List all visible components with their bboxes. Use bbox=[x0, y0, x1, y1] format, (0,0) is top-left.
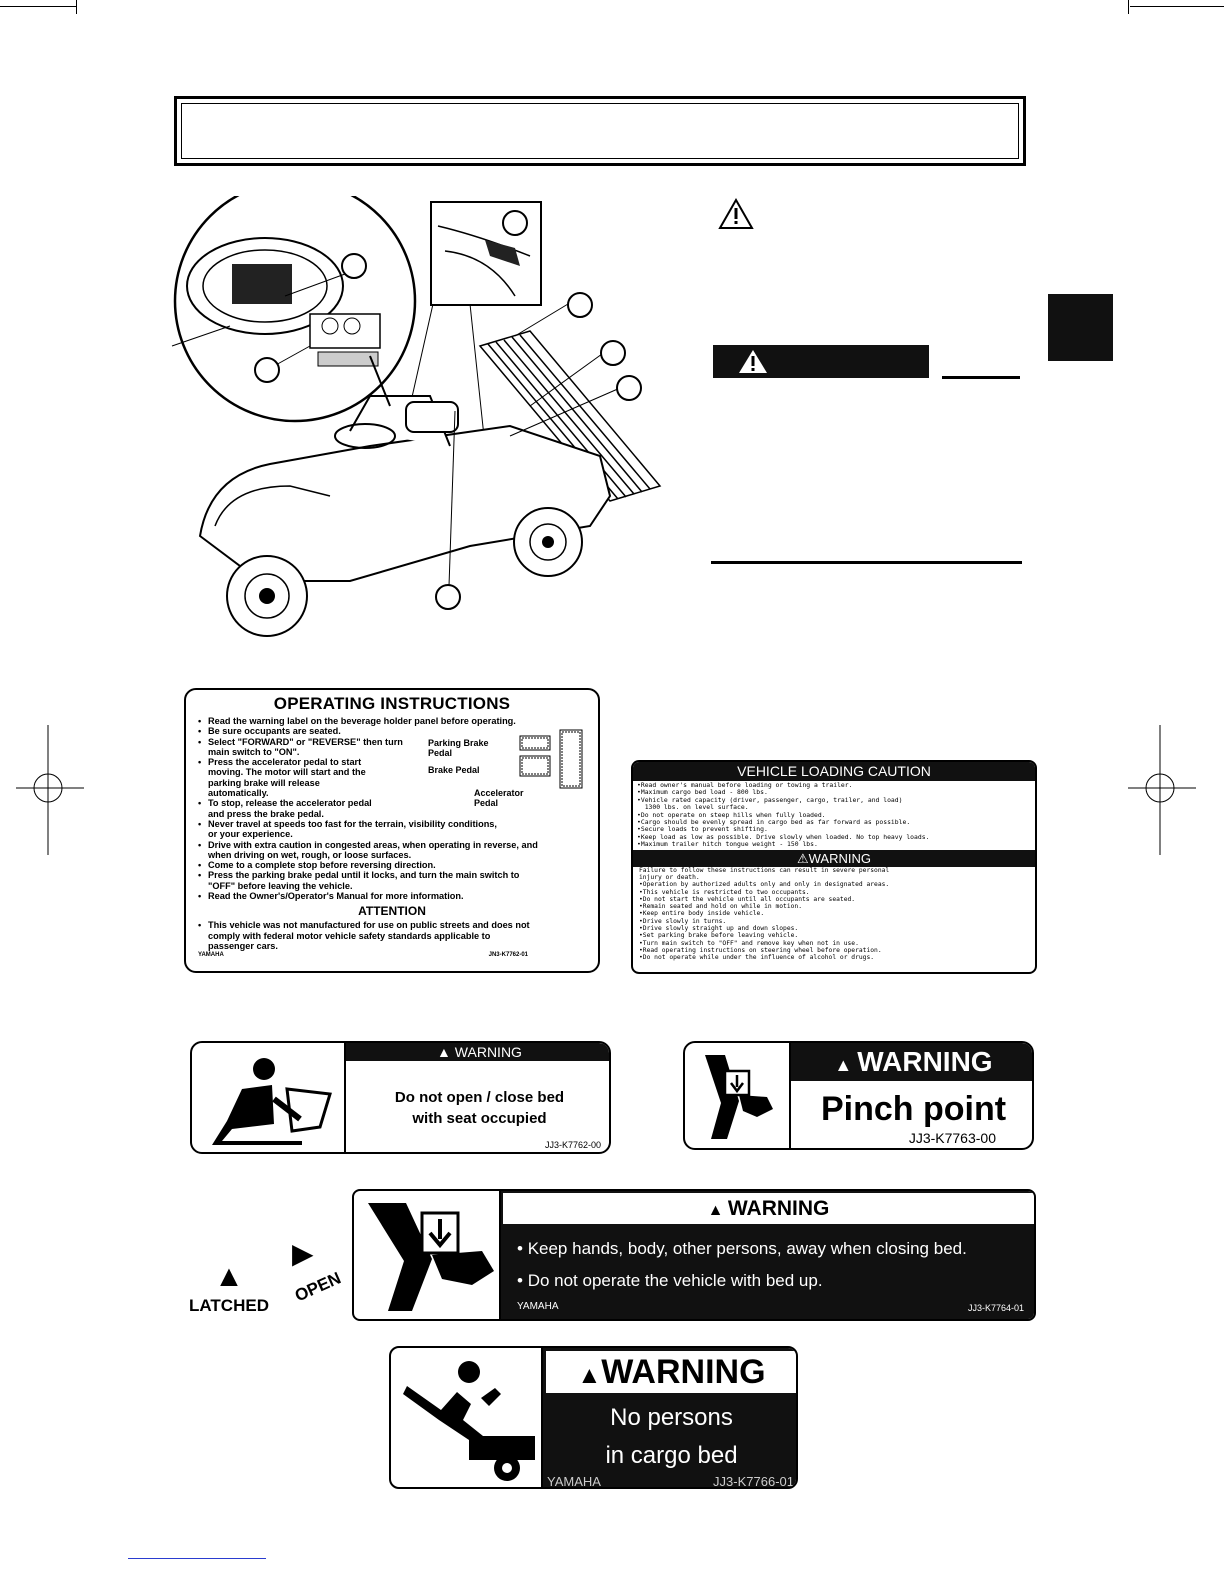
list-item: • Read the Owner's/Operator's Manual for more information. bbox=[198, 891, 586, 901]
warning-item-text: Keep hands, body, other persons, away when closing bed. bbox=[527, 1239, 967, 1258]
warning-icon bbox=[735, 345, 775, 378]
list-item: • Come to a complete stop before reversing direction. bbox=[198, 860, 586, 870]
warning-header bbox=[503, 1193, 1034, 1224]
list-item: •Maximum cargo bed load - 800 lbs. bbox=[637, 788, 768, 797]
person-bed-pictogram bbox=[202, 1049, 332, 1149]
part-number: JJ3-K7766-01 bbox=[713, 1474, 794, 1489]
warning-header bbox=[546, 1351, 797, 1393]
warning-item-text: Do not operate the vehicle with bed up. bbox=[527, 1271, 823, 1290]
brand: YAMAHA bbox=[198, 952, 224, 959]
list-item: •Set parking brake before leaving vehicle. bbox=[639, 932, 799, 940]
open-label: OPEN bbox=[292, 1268, 344, 1306]
latched-label: LATCHED bbox=[189, 1296, 269, 1315]
warning-text-line: No persons bbox=[610, 1404, 733, 1431]
latched-marker bbox=[184, 1262, 274, 1316]
part-number: JJ3-K7762-00 bbox=[544, 1140, 601, 1150]
list-item: •Maximum trailer hitch tongue weight - 150 lbs. bbox=[637, 840, 818, 849]
brand: YAMAHA bbox=[547, 1474, 601, 1489]
warning-text bbox=[346, 1087, 611, 1129]
falling-person-pictogram bbox=[399, 1358, 539, 1483]
warning-banner bbox=[713, 345, 929, 378]
part-number: JN3-K7762-01 bbox=[488, 952, 528, 959]
operating-instructions-title: OPERATING INSTRUCTIONS bbox=[273, 694, 511, 713]
pedal-diagram bbox=[496, 728, 586, 792]
list-item: • Be sure occupants are seated. bbox=[198, 726, 586, 736]
list-item: •Drive slowly in turns. bbox=[639, 917, 727, 925]
list-item: •Read owner's manual before loading or towing a trailer. bbox=[637, 781, 853, 789]
crop-mark bbox=[76, 0, 77, 14]
caution-icon bbox=[718, 198, 754, 230]
crop-mark bbox=[1128, 0, 1129, 14]
list-item: •Keep entire body inside vehicle. bbox=[639, 910, 765, 918]
list-item: •Do not operate while under the influence of alcohol or drugs. bbox=[639, 954, 875, 962]
part-number: JJ3-K7763-00 bbox=[908, 1130, 996, 1146]
crop-mark bbox=[128, 1558, 266, 1559]
list-item: •Turn main switch to "OFF" and remove key when not in use. bbox=[639, 939, 859, 947]
warning-heading: WARNING bbox=[601, 1353, 766, 1391]
callout-4 bbox=[567, 292, 593, 318]
list-item: • Drive with extra caution in congested areas, when operating in reverse, and when driving on wet, rough, or loose surfaces. bbox=[198, 840, 538, 861]
vehicle-illustration bbox=[170, 196, 670, 646]
warning-text: Pinch point bbox=[820, 1090, 1007, 1128]
pedal-label-accelerator: Accelerator Pedal bbox=[474, 788, 524, 808]
list-item: •Cargo should be evenly spread in cargo bed as far forward as possible. bbox=[637, 818, 911, 827]
list-item: •Do not operate on steep hills when fully loaded. bbox=[637, 810, 826, 819]
rule bbox=[711, 561, 1022, 564]
callout-3 bbox=[254, 357, 280, 383]
part-number: JJ3-K7764-01 bbox=[967, 1303, 1024, 1313]
triangle-up-icon: ▲ bbox=[214, 1260, 244, 1293]
callout-5 bbox=[600, 340, 626, 366]
warning-text-line: with seat occupied bbox=[412, 1110, 547, 1127]
warning-icon: ▲ bbox=[834, 1055, 858, 1075]
vehicle-loading-warning-heading: ⚠WARNING bbox=[633, 850, 1035, 867]
warning-text-line: Do not open / close bed bbox=[394, 1089, 565, 1106]
list-item: • Read the warning label on the beverage holder panel before operating. bbox=[198, 716, 586, 726]
section-tab bbox=[1048, 294, 1113, 361]
keep-hands-warning-label bbox=[352, 1189, 1036, 1321]
warning-heading: WARNING bbox=[454, 1044, 522, 1060]
page-title-frame bbox=[174, 96, 1026, 166]
warning-panel bbox=[501, 1191, 1036, 1321]
warning-icon: ▲ bbox=[437, 1044, 455, 1060]
list-item: •Keep load as low as possible. Drive slowly when loaded. No top heavy loads. bbox=[637, 832, 930, 841]
list-item: •Operation by authorized adults only and only in designated areas. bbox=[639, 881, 890, 889]
operating-instructions-label bbox=[184, 688, 600, 973]
registration-mark-left bbox=[14, 725, 84, 855]
crop-mark bbox=[0, 6, 76, 7]
callout-1 bbox=[502, 210, 528, 236]
list-item: •This vehicle is restricted to two occupants. bbox=[639, 888, 810, 896]
attention-text: • This vehicle was not manufactured for use on public streets and does not comply with federal motor vehicle safety standards applicable to passenger cars. bbox=[198, 920, 538, 951]
pedal-label-brake: Brake Pedal bbox=[428, 765, 480, 775]
list-item: •Read operating instructions on steering wheel before operation. bbox=[639, 946, 882, 954]
pedal-label-parking: Parking Brake Pedal bbox=[428, 738, 489, 758]
list-item: •Remain seated and hold on while in motion. bbox=[639, 903, 803, 911]
list-item: • Select "FORWARD" or "REVERSE" then turn main switch to "ON". bbox=[198, 737, 403, 758]
warning-item: • Do not operate the vehicle with bed up. bbox=[517, 1271, 823, 1290]
pinch-hand-pictogram bbox=[697, 1051, 777, 1143]
callout-7 bbox=[435, 584, 461, 610]
warning-item: • Keep hands, body, other persons, away when closing bed. bbox=[517, 1239, 967, 1258]
rule bbox=[942, 376, 1020, 379]
list-item: injury or death. bbox=[639, 873, 700, 881]
list-item: •Drive slowly straight up and down slopes. bbox=[639, 925, 799, 933]
pinch-hand-pictogram bbox=[362, 1199, 497, 1314]
warning-header bbox=[791, 1043, 1034, 1081]
callout-6 bbox=[616, 375, 642, 401]
brand: YAMAHA bbox=[517, 1301, 559, 1312]
pinch-point-warning-label bbox=[683, 1041, 1034, 1150]
warning-text-line: in cargo bed bbox=[605, 1442, 738, 1469]
no-persons-warning-label bbox=[389, 1346, 798, 1489]
warning-header bbox=[346, 1043, 611, 1061]
vehicle-loading-caution-label bbox=[631, 760, 1037, 974]
list-item: •Do not start the vehicle until all occupants are seated. bbox=[639, 895, 856, 903]
list-item: 1300 lbs. on level surface. bbox=[637, 803, 749, 812]
warning-heading: WARNING bbox=[727, 1197, 830, 1220]
warning-panel bbox=[543, 1348, 798, 1489]
vehicle-loading-title: VEHICLE LOADING CAUTION bbox=[633, 762, 1035, 781]
list-item: • Press the accelerator pedal to start moving. The motor will start and the parking brake will release automatically. bbox=[198, 757, 378, 798]
callout-2 bbox=[341, 253, 367, 279]
list-item: • Press the parking brake pedal until it locks, and turn the main switch to "OFF" before leaving the vehicle. bbox=[198, 870, 538, 891]
bed-seat-warning-label bbox=[190, 1041, 611, 1154]
open-marker bbox=[292, 1240, 352, 1308]
warning-heading: WARNING bbox=[857, 1046, 993, 1077]
warning-icon: ▲ bbox=[577, 1362, 602, 1389]
attention-heading: ATTENTION bbox=[358, 904, 426, 919]
crop-mark bbox=[1130, 6, 1224, 7]
registration-mark-right bbox=[1126, 725, 1196, 855]
triangle-right-icon: ▶ bbox=[292, 1238, 314, 1269]
list-item: • Never travel at speeds too fast for the terrain, visibility conditions, or your experience. bbox=[198, 819, 508, 840]
warning-icon: ▲ bbox=[707, 1202, 728, 1219]
list-item: • To stop, release the accelerator pedal and press the brake pedal. bbox=[198, 798, 378, 819]
list-item: •Secure loads to prevent shifting. bbox=[637, 825, 768, 834]
list-item: Failure to follow these instructions can result in severe personal bbox=[639, 866, 890, 874]
list-item: •Vehicle rated capacity (driver, passenger, cargo, trailer, and load) bbox=[637, 795, 903, 804]
